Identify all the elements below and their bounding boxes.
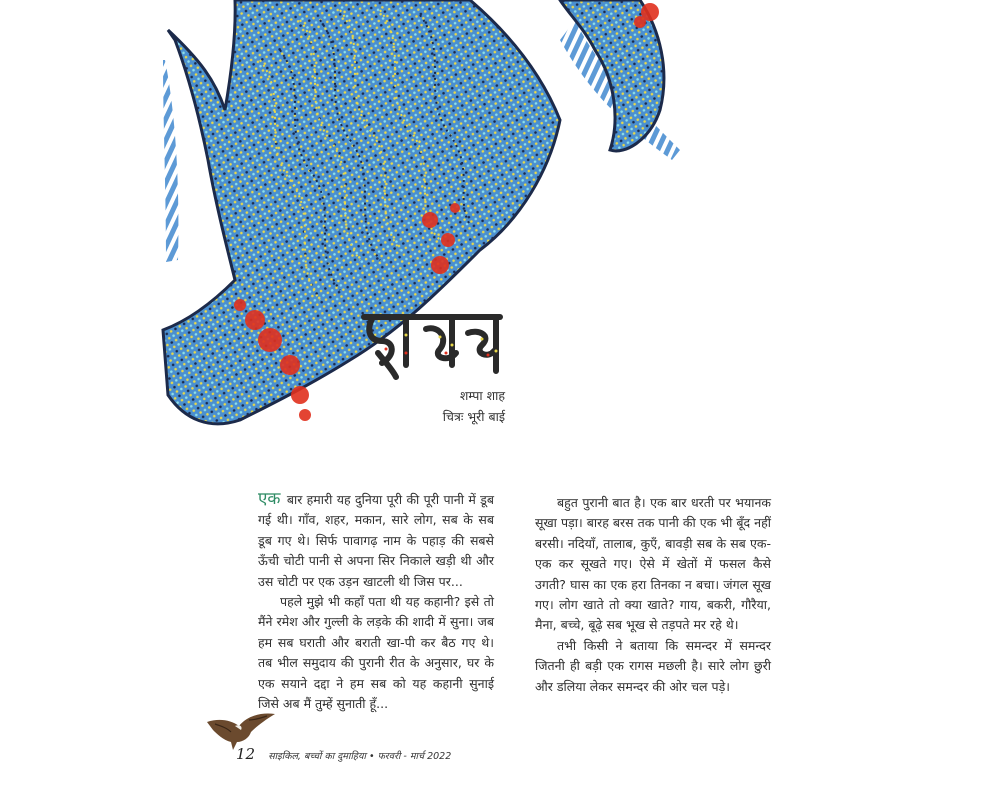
- drop-cap: एक: [258, 489, 281, 509]
- right-paragraph-1: बहुत पुरानी बात है। एक बार धरती पर भयानक सूखा पड़ा। बारह बरस तक पानी की एक भी बूँद नहीं बरसी। नदियाँ, तालाब, कुएँ, बावड़ी सब के सब एक-एक कर सूखते गए। ऐसे में खेतों में फसल कैसे उगती? घास का एक हरा तिनका न बचा। जंगल सूख गए। लोग खाते तो क्या खाते? गाय, बकरी, गौरैया, मैना, बच्चे, बूढ़े सब भूख से तड़पते मर रहे थे।: [535, 495, 771, 633]
- page-number: 12: [236, 745, 256, 763]
- author-name: शम्पा शाह: [459, 388, 505, 403]
- running-footer: साइकिल, बच्चों का दुमाहिया • फरवरी - मार्च 2022: [268, 751, 452, 762]
- story-title-lettering: [360, 305, 505, 385]
- left-paragraph-1-text: बार हमारी यह दुनिया पूरी की पूरी पानी में डूब गई थी। गाँव, शहर, मकान, सारे लोग, सब के सब डूब गए थे। सिर्फ पावागढ़ नाम के पहाड़ की सबसे ऊँची चोटी पानी से अपना सिर निकाले खड़ी थी और उस चोटी पर एक उड़न खाटली थी जिस पर...: [258, 492, 494, 589]
- left-paragraph-1: [258, 489, 494, 592]
- left-column: [258, 489, 494, 714]
- illustrator-credit: चित्रः भूरी बाई: [442, 409, 505, 424]
- right-paragraph-2: तभी किसी ने बताया कि समन्दर में समन्दर जितनी ही बड़ी एक रागस मछली है। सारे लोग छुरी और डलिया लेकर समन्दर की ओर चल पड़े।: [535, 637, 771, 694]
- left-paragraph-2: पहले मुझे भी कहाँ पता थी यह कहानी? इसे तो मैंने रमेश और गुल्ली के लड़के की शादी में सुना। जब हम सब घराती और बराती खा-पी कर बैठ गए थे। तब भील समुदाय की पुरानी रीत के अनुसार, घर के एक सयाने दद्दा ने हम सब को यह कहानी सुनाई जिसे अब मैं तुम्हें सुनाती हूँ...: [258, 594, 494, 712]
- page-footer: [236, 744, 451, 763]
- right-column: [535, 493, 771, 697]
